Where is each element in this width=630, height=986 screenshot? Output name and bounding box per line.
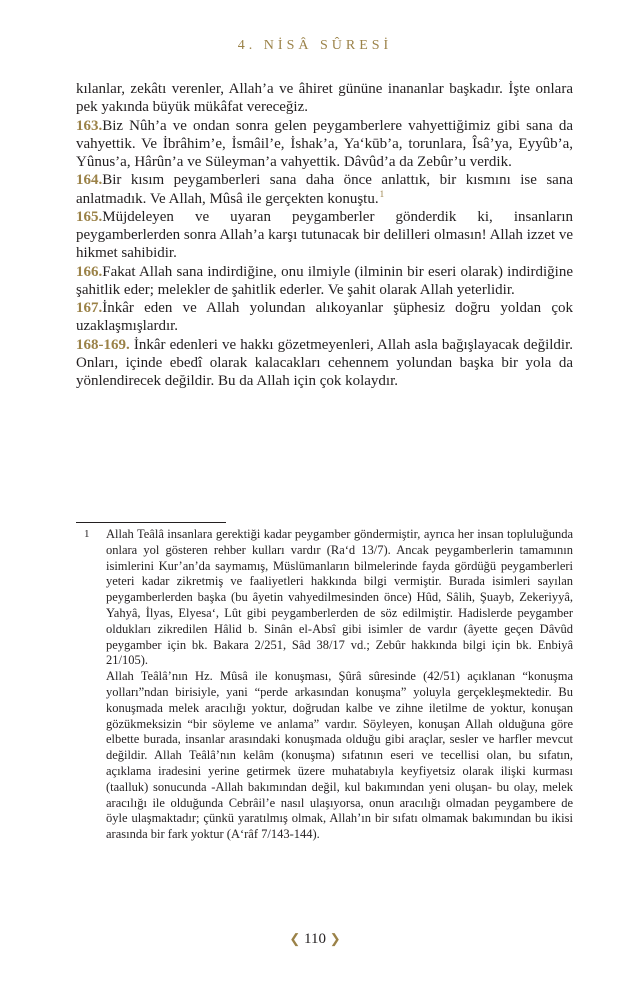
footnote-paragraph-1: Allah Teâlâ insanlara gerektiği kadar peygamber göndermiştir, ayrıca her insan topluluğunda onlara yol gösteren rehber kulları vardır (Ra‘d 13/7). Ancak peygamberlerin tamamının isimlerini Kur’an’da saymamış, Müslümanların bilmelerinde fayda gördüğü peygamberleri yeteri kadar zikretmiş ve faaliyetleri hakkında bilgi vermiştir. Burada isimleri sayılan peygamberlerden başka (bu âyetin vahyedilmesinden önce) Hûd, Sâlih, Şuayb, Zekeriyyâ, Yahyâ, İlyas, Elyesa‘, Lût gibi peygamberlerden de söz edilmiştir. Hadislerde peygamber oldukları zikredilen Hâlid b. Sinân el-Absî gibi isimler de vardır (âyette geçen Dâvûd peygamber için bk. Bakara 2/251, Sâd 38/17 vd.; Zebûr hakkında bilgi için bk. Enbiyâ 21/105). — [106, 527, 573, 668]
verse-text: Müjdeleyen ve uyaran peygamberler gönderdik ki, insanların peygamberlerden sonra Allah’a karşı tutunacak bir delilleri olmasın! Allah izzet ve hikmet sahibidir. — [76, 208, 573, 262]
verse-text-block — [76, 80, 573, 390]
verse-167 — [76, 299, 573, 336]
verse-166 — [76, 263, 573, 300]
footnote-entry — [76, 527, 573, 843]
footnote-reference[interactable]: 1 — [379, 188, 385, 199]
verse-168-169 — [76, 336, 573, 391]
verse-164 — [76, 171, 573, 208]
verse-number: 163. — [76, 117, 103, 134]
verse-text: Fakat Allah sana indirdiğine, onu ilmiyle (ilminin bir eseri olarak) indirdiğine şahitlik eder; melekler de şahitlik ederler. Ve şahit olarak Allah yeterlidir. — [76, 263, 573, 298]
verse-text: İnkâr eden ve Allah yolundan alıkoyanlar şüphesiz doğru yoldan çok uzaklaşmışlardır. — [76, 300, 573, 335]
verse-number: 166. — [76, 263, 103, 280]
verse-165 — [76, 208, 573, 263]
footnote-divider — [76, 522, 226, 523]
verse-number: 165. — [76, 208, 103, 225]
left-ornament-icon: ❮ — [289, 931, 301, 946]
verse-text: Biz Nûh’a ve ondan sonra gelen peygamberlere vahyettiğimiz gibi sana da vahyettik. Ve İbrâhim’e, İsmâil’e, İshak’a, Ya‘kūb’a, torunlara, Îsâ’ya, Eyyûb’a, Yûnus’a, Hârûn’a ve Süleyman’a vahyettik. Dâvûd’a da Zebûr’u verdik. — [76, 117, 573, 170]
verse-continuation: kılanlar, zekâtı verenler, Allah’a ve âhiret gününe inananlar başkadır. İşte onlara pek yakında büyük mükâfat vereceğiz. — [76, 81, 573, 116]
right-ornament-icon: ❯ — [329, 931, 341, 946]
verse-text: İnkâr edenleri ve hakkı gözetmeyenleri, Allah asla bağışlayacak değildir. Onları, içinde ebedî olarak kalacakları cehennem yolundan başka bir yola da yönlendirecek değildir. Bu da Allah için çok kolaydır. — [76, 336, 573, 389]
footnote-number: 1 — [84, 528, 90, 540]
page-footer — [0, 931, 630, 948]
footnote-paragraph-2: Allah Teâlâ’nın Hz. Mûsâ ile konuşması, Şûrâ sûresinde (42/51) açıklanan “konuşma yolları”ndan birisiyle, yani “perde arkasından konuşma” yoluyla gerçekleşmektedir. Bu konuşmada melek aracılığı yoktur, doğrudan kalbe ve zihne iletilme de yoktur, konuşan gözükmeksizin “bir söyleme ve anlama” vardır. Söyleyen, konuşan Allah olduğuna göre elbette burada, insanlar arasındaki konuşmada olduğu gibi araçlar, sesler ve harfler mevcut değildir. Allah Teâlâ’nın kelâm (konuşma) sıfatının eseri ve tecellisi olan, bu sıfatın, açıklama iradesini yerine getirmek üzere muhatabıyla keyfiyetsiz olarak ilişki kurması (taalluk) sonucunda -Allah bakımından değil, kul bakımından yeni oluşan- bu olay, melek aracılığı ile olduğunda Cebrâil’e nasıl ulaşıyorsa, onun aracılığı olmadan peygambere de öyle ulaşmaktadır; çünkü yaratılmış olmak, Allah’ın bir sıfatı olmamak bakımından bu ikisi arasında bir fark yoktur (A‘râf 7/143-144). — [106, 669, 573, 842]
verse-number: 167. — [76, 300, 103, 316]
page-number: 110 — [304, 931, 326, 947]
verse-text: Bir kısım peygamberleri sana daha önce anlattık, bir kısmını ise sana anlatmadık. Ve Allah, Mûsâ ile gerçekten konuştu. — [76, 172, 573, 207]
verse-number: 164. — [76, 172, 103, 189]
running-header: 4. NİSÂ SÛRESİ — [237, 38, 393, 53]
verse-163 — [76, 117, 573, 172]
footnote-block — [76, 527, 573, 843]
verse-number: 168-169. — [76, 336, 130, 353]
